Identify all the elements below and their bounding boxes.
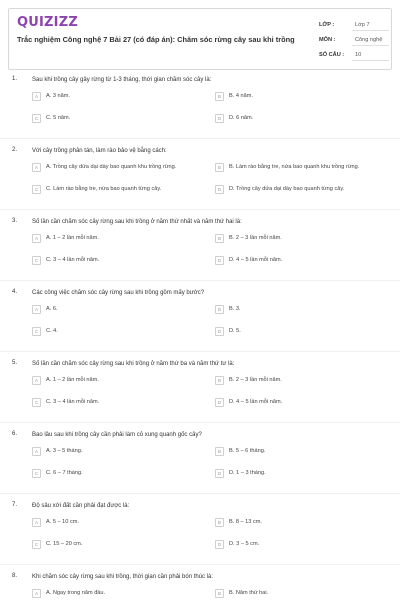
question-number: 8. bbox=[12, 573, 18, 579]
option-letter-box[interactable]: B bbox=[215, 92, 224, 101]
option-text: C. 15 – 20 cm. bbox=[46, 541, 83, 547]
question-divider bbox=[0, 209, 400, 210]
question-number: 5. bbox=[12, 360, 18, 366]
option-text: D. Trồng cây dứa dại dày bao quanh từng cây. bbox=[229, 186, 345, 192]
answer-option-d[interactable] bbox=[215, 185, 380, 199]
answer-option-d[interactable] bbox=[215, 114, 380, 128]
answer-option-d[interactable] bbox=[215, 327, 380, 341]
option-text: D. 1 – 3 tháng. bbox=[229, 470, 266, 476]
answer-option-b[interactable] bbox=[215, 518, 380, 532]
option-letter-box[interactable]: A bbox=[32, 376, 41, 385]
option-letter-box[interactable]: D bbox=[215, 540, 224, 549]
answer-option-c[interactable] bbox=[32, 327, 192, 341]
option-letter-box[interactable]: B bbox=[215, 589, 224, 598]
option-letter-box[interactable]: C bbox=[32, 540, 41, 549]
answer-option-d[interactable] bbox=[215, 540, 380, 554]
option-letter-box[interactable]: A bbox=[32, 447, 41, 456]
question-text: Số lần cần chăm sóc cây rừng sau khi trồng ở năm thứ ba và năm thứ tư là: bbox=[32, 361, 235, 367]
option-letter-box[interactable]: B bbox=[215, 376, 224, 385]
question-divider bbox=[0, 422, 400, 423]
answer-option-d[interactable] bbox=[215, 398, 380, 412]
answer-option-c[interactable] bbox=[32, 469, 192, 483]
option-letter-box[interactable]: B bbox=[215, 163, 224, 172]
answer-option-b[interactable] bbox=[215, 234, 380, 248]
question-number: 7. bbox=[12, 502, 18, 508]
answer-option-d[interactable] bbox=[215, 256, 380, 270]
option-text: B. 2 – 3 lần mỗi năm. bbox=[229, 377, 282, 383]
answer-option-b[interactable] bbox=[215, 305, 380, 319]
answer-option-a[interactable] bbox=[32, 447, 192, 461]
question-text: Độ sâu xới đất cần phải đạt được là: bbox=[32, 503, 130, 509]
meta-row-count bbox=[319, 47, 389, 62]
option-letter-box[interactable]: D bbox=[215, 398, 224, 407]
option-text: B. 4 năm. bbox=[229, 93, 253, 99]
option-letter-box[interactable]: A bbox=[32, 305, 41, 314]
answer-option-c[interactable] bbox=[32, 398, 192, 412]
option-letter-box[interactable]: B bbox=[215, 447, 224, 456]
question-number: 6. bbox=[12, 431, 18, 437]
answer-option-a[interactable] bbox=[32, 92, 192, 106]
answer-option-c[interactable] bbox=[32, 185, 192, 199]
question-number: 1. bbox=[12, 76, 18, 82]
question-divider bbox=[0, 564, 400, 565]
answer-option-a[interactable] bbox=[32, 518, 192, 532]
option-letter-box[interactable]: D bbox=[215, 256, 224, 265]
meta-value: 10 bbox=[352, 49, 389, 61]
option-letter-box[interactable]: C bbox=[32, 469, 41, 478]
option-letter-box[interactable]: A bbox=[32, 518, 41, 527]
option-letter-box[interactable]: D bbox=[215, 327, 224, 336]
answer-option-c[interactable] bbox=[32, 256, 192, 270]
option-text: B. 5 – 6 tháng. bbox=[229, 448, 266, 454]
question-number: 2. bbox=[12, 147, 18, 153]
option-text: C. 3 – 4 lần mỗi năm. bbox=[46, 257, 100, 263]
question-text: Với cây trồng phân tán, làm rào bảo vệ bằng cách: bbox=[32, 148, 167, 154]
quizizz-logo: QUIZIZZ bbox=[17, 15, 78, 30]
meta-row-subject bbox=[319, 32, 389, 47]
option-letter-box[interactable]: C bbox=[32, 114, 41, 123]
option-text: A. 1 – 2 lần mỗi năm. bbox=[46, 235, 99, 241]
answer-option-c[interactable] bbox=[32, 540, 192, 554]
question-text: Sau khi trồng cây gây rừng từ 1-3 tháng, thời gian chăm sóc cây là: bbox=[32, 77, 212, 83]
meta-value: Công nghệ bbox=[352, 34, 389, 46]
option-text: D. 5. bbox=[229, 328, 241, 334]
option-letter-box[interactable]: B bbox=[215, 518, 224, 527]
option-text: A. Trồng cây dứa dại dày bao quanh khu trồng rừng. bbox=[46, 164, 177, 170]
option-text: B. 3. bbox=[229, 306, 241, 312]
answer-option-a[interactable] bbox=[32, 589, 192, 600]
option-text: A. 1 – 2 lần mỗi năm. bbox=[46, 377, 99, 383]
answer-option-a[interactable] bbox=[32, 376, 192, 390]
option-text: A. 3 – 5 tháng. bbox=[46, 448, 83, 454]
option-letter-box[interactable]: C bbox=[32, 185, 41, 194]
answer-option-a[interactable] bbox=[32, 234, 192, 248]
question-text: Các công việc chăm sóc cây rừng sau khi trồng gồm mấy bước? bbox=[32, 290, 205, 296]
answer-option-b[interactable] bbox=[215, 447, 380, 461]
answer-option-b[interactable] bbox=[215, 163, 380, 177]
question-divider bbox=[0, 138, 400, 139]
answer-option-b[interactable] bbox=[215, 92, 380, 106]
option-text: A. 5 – 10 cm. bbox=[46, 519, 79, 525]
option-text: D. 4 – 5 lần mỗi năm. bbox=[229, 257, 283, 263]
answer-option-b[interactable] bbox=[215, 376, 380, 390]
question-text: Khi chăm sóc cây rừng sau khi trồng, thời gian cần phải bón thúc là: bbox=[32, 574, 214, 580]
answer-option-d[interactable] bbox=[215, 469, 380, 483]
option-text: B. Làm rào bằng tre, nứa bao quanh khu trồng rừng. bbox=[229, 164, 360, 170]
option-text: C. 3 – 4 lần mỗi năm. bbox=[46, 399, 100, 405]
option-letter-box[interactable]: A bbox=[32, 234, 41, 243]
meta-value: Lớp 7 bbox=[352, 19, 389, 31]
option-text: B. Năm thứ hai. bbox=[229, 590, 269, 596]
meta-label: MÔN : bbox=[319, 36, 336, 43]
option-text: C. 6 – 7 tháng. bbox=[46, 470, 83, 476]
option-text: A. 3 năm. bbox=[46, 93, 70, 99]
answer-option-b[interactable] bbox=[215, 589, 380, 600]
option-text: D. 3 – 5 cm. bbox=[229, 541, 260, 547]
option-letter-box[interactable]: B bbox=[215, 234, 224, 243]
page-title: Trắc nghiệm Công nghệ 7 Bài 27 (có đáp án): Chăm sóc rừng cây sau khi trồng bbox=[17, 35, 295, 44]
option-text: C. 4. bbox=[46, 328, 58, 334]
meta-row-class bbox=[319, 17, 389, 32]
option-letter-box[interactable]: C bbox=[32, 327, 41, 336]
option-letter-box[interactable]: A bbox=[32, 92, 41, 101]
option-text: B. 8 – 13 cm. bbox=[229, 519, 262, 525]
answer-option-a[interactable] bbox=[32, 163, 192, 177]
option-letter-box[interactable]: A bbox=[32, 163, 41, 172]
option-text: D. 6 năm. bbox=[229, 115, 254, 121]
option-letter-box[interactable]: B bbox=[215, 305, 224, 314]
answer-option-a[interactable] bbox=[32, 305, 192, 319]
question-text: Số lần cần chăm sóc cây rừng sau khi trồng ở năm thứ nhất và năm thứ hai là: bbox=[32, 219, 242, 225]
worksheet-header bbox=[8, 8, 392, 70]
option-text: C. 5 năm. bbox=[46, 115, 71, 121]
option-letter-box[interactable]: D bbox=[215, 185, 224, 194]
meta-label: LỚP : bbox=[319, 21, 335, 28]
option-letter-box[interactable]: C bbox=[32, 256, 41, 265]
meta-info bbox=[319, 17, 389, 62]
question-number: 4. bbox=[12, 289, 18, 295]
question-divider bbox=[0, 493, 400, 494]
option-letter-box[interactable]: C bbox=[32, 398, 41, 407]
option-text: A. Ngay trong năm đầu. bbox=[46, 590, 106, 596]
option-text: A. 6. bbox=[46, 306, 58, 312]
option-letter-box[interactable]: D bbox=[215, 469, 224, 478]
question-number: 3. bbox=[12, 218, 18, 224]
option-letter-box[interactable]: A bbox=[32, 589, 41, 598]
question-divider bbox=[0, 351, 400, 352]
option-text: C. Làm rào bằng tre, nứa bao quanh từng cây. bbox=[46, 186, 162, 192]
option-letter-box[interactable]: D bbox=[215, 114, 224, 123]
question-text: Bao lâu sau khi trồng cây cần phải làm cỏ xung quanh gốc cây? bbox=[32, 432, 202, 438]
option-text: B. 2 – 3 lần mỗi năm. bbox=[229, 235, 282, 241]
meta-label: SỐ CÂU : bbox=[319, 51, 345, 58]
answer-option-c[interactable] bbox=[32, 114, 192, 128]
option-text: D. 4 – 5 lần mỗi năm. bbox=[229, 399, 283, 405]
question-divider bbox=[0, 280, 400, 281]
